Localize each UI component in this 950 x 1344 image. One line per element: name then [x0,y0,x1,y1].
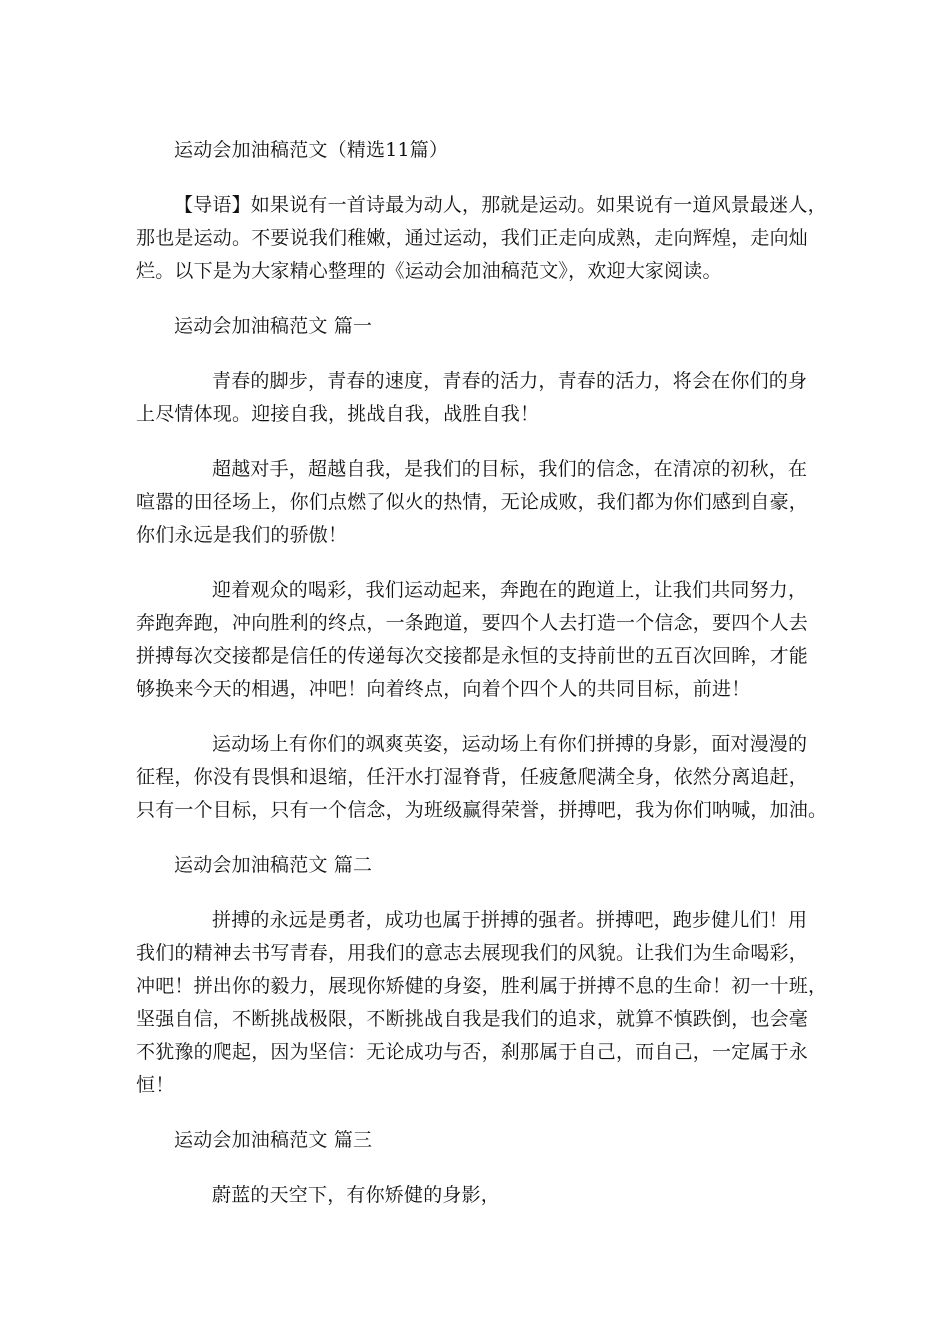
paragraph-line: 不犹豫的爬起，因为坚信：无论成功与否，刹那属于自己，而自己，一定属于永 [136,1041,809,1063]
paragraph-line: 青春的脚步，青春的速度，青春的活力，青春的活力，将会在你们的身 [212,370,808,392]
paragraph-line: 拼搏每次交接都是信任的传递每次交接都是永恒的支持前世的五百次回眸，才能 [136,645,809,667]
paragraph-line: 喧嚣的田径场上，你们点燃了似火的热情，无论成败，我们都为你们感到自豪， [136,491,809,513]
paragraph-line: 迎着观众的喝彩，我们运动起来，奔跑在的跑道上，让我们共同努力， [212,579,808,601]
paragraph-line: 蔚蓝的天空下，有你矫健的身影， [212,1184,501,1206]
paragraph-line: 上尽情体现。迎接自我，挑战自我，战胜自我！ [136,403,540,425]
section-heading: 运动会加油稿范文 篇二 [174,854,373,876]
paragraph-line: 坚强自信，不断挑战极限，不断挑战自我是我们的追求，就算不慎跌倒，也会毫 [136,1008,809,1030]
paragraph-line: 我们的精神去书写青春，用我们的意志去展现我们的风貌。让我们为生命喝彩， [136,942,809,964]
paragraph-line: 够换来今天的相遇，冲吧！向着终点，向着个四个人的共同目标，前进！ [136,678,751,700]
paragraph-line: 恒！ [136,1074,175,1096]
paragraph-line: 运动场上有你们的飒爽英姿，运动场上有你们拼搏的身影，面对漫漫的 [212,733,808,755]
paragraph-line: 征程，你没有畏惧和退缩，任汗水打湿脊背，任疲惫爬满全身，依然分离追赶， [136,766,809,788]
intro-line: 【导语】如果说有一首诗最为动人，那就是运动。如果说有一道风景最迷人， [174,194,827,216]
section-heading: 运动会加油稿范文 篇一 [174,315,373,337]
intro-line: 烂。以下是为大家精心整理的《运动会加油稿范文》，欢迎大家阅读。 [136,260,722,282]
paragraph-line: 只有一个目标，只有一个信念，为班级赢得荣誉，拼搏吧，我为你们呐喊，加油。 [136,799,828,821]
paragraph-line: 拼搏的永远是勇者，成功也属于拼搏的强者。拼搏吧，跑步健儿们！用 [212,909,808,931]
paragraph-line: 超越对手，超越自我，是我们的目标，我们的信念，在清凉的初秋，在 [212,458,808,480]
document-title: 运动会加油稿范文（精选11篇） [174,139,449,161]
paragraph-line: 奔跑奔跑，冲向胜利的终点，一条跑道，要四个人去打造一个信念，要四个人去 [136,612,809,634]
paragraph-line: 你们永远是我们的骄傲！ [136,524,348,546]
section-heading: 运动会加油稿范文 篇三 [174,1129,373,1151]
paragraph-line: 冲吧！拼出你的毅力，展现你矫健的身姿，胜利属于拼搏不息的生命！初一十班， [136,975,828,997]
intro-line: 那也是运动。不要说我们稚嫩，通过运动，我们正走向成熟，走向辉煌，走向灿 [136,227,809,249]
